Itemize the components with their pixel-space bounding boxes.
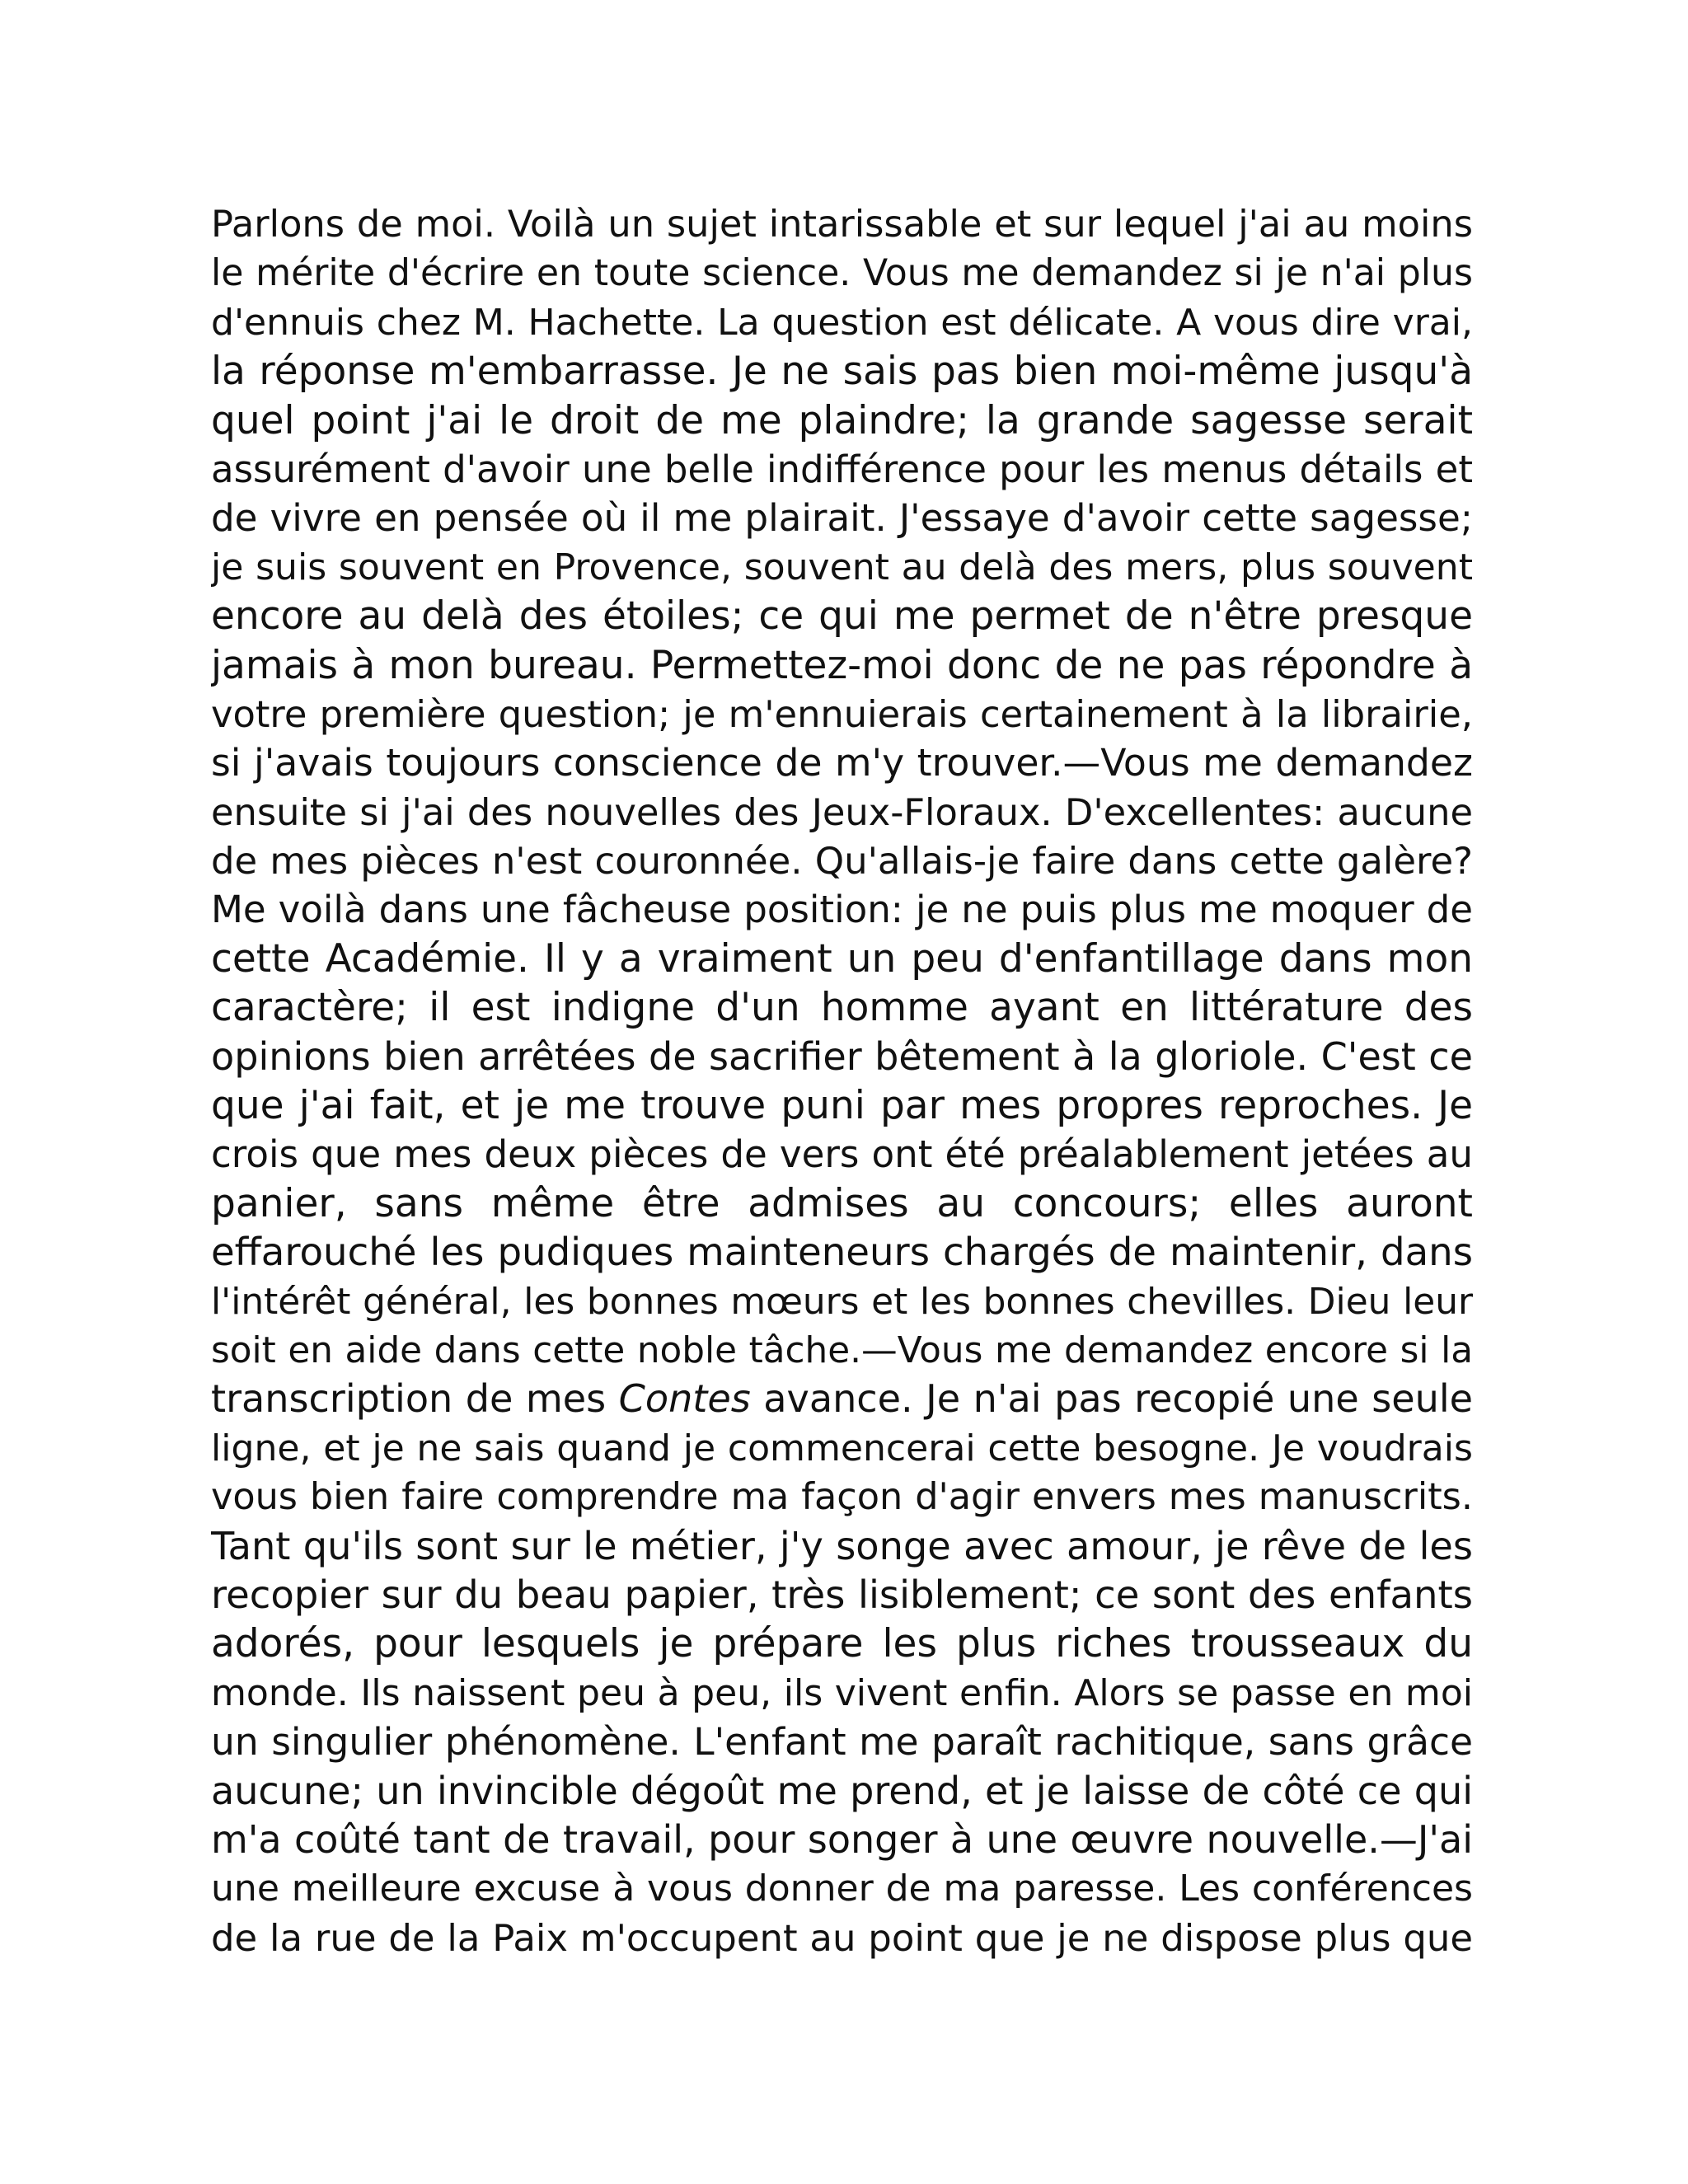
- text-line-11: votre première question; je m'ennuierais certainement à la librairie,: [211, 691, 1473, 736]
- text-line-26: ligne, et je ne sais quand je commencerai cette besogne. Je voudrais: [211, 1427, 1473, 1469]
- text-line-20: crois que mes deux pièces de vers ont été préalablement jetées au: [211, 1132, 1473, 1177]
- text-line-28: Tant qu'ils sont sur le métier, j'y songe avec amour, je rêve de les: [211, 1523, 1473, 1568]
- text-line-36: de la rue de la Paix m'occupent au point que je ne dispose plus que: [211, 1915, 1473, 1960]
- text-line-2: le mérite d'écrire en toute science. Vous me demandez si je n'ai plus: [211, 252, 1473, 295]
- text-line-4: la réponse m'embarrasse. Je ne sais pas bien moi-même jusqu'à: [211, 349, 1473, 395]
- text-line-34: m'a coûté tant de travail, pour songer à une œuvre nouvelle.—J'ai: [211, 1816, 1473, 1862]
- text-line-9: encore au delà des étoiles; ce qui me permet de n'être presque: [211, 593, 1473, 640]
- text-line-17: caractère; il est indigne d'un homme ayant en littérature des: [211, 985, 1473, 1031]
- text-line-10: jamais à mon bureau. Permettez-moi donc de ne pas répondre à: [211, 642, 1473, 688]
- text-line-15: Me voilà dans une fâcheuse position: je ne puis plus me moquer de: [211, 888, 1473, 932]
- text-line-32: un singulier phénomène. L'enfant me paraît rachitique, sans grâce: [211, 1720, 1473, 1765]
- text-line-30: adorés, pour lesquels je prépare les plus riches trousseaux du: [211, 1621, 1473, 1667]
- text-line-5: quel point j'ai le droit de me plaindre; la grande sagesse serait: [211, 397, 1473, 443]
- text-line-16: cette Académie. Il y a vraiment un peu d'enfantillage dans mon: [211, 935, 1473, 982]
- text-line-22: effarouché les pudiques mainteneurs chargés de maintenir, dans: [211, 1230, 1473, 1275]
- text-line-13: ensuite si j'ai des nouvelles des Jeux-Floraux. D'excellentes: aucune: [211, 790, 1473, 834]
- text-line-23: l'intérêt général, les bonnes mœurs et les bonnes chevilles. Dieu leur: [211, 1280, 1473, 1323]
- text-line-12: si j'avais toujours conscience de m'y trouver.—Vous me demandez: [211, 741, 1473, 785]
- text-line-3: d'ennuis chez M. Hachette. La question est délicate. A vous dire vrai,: [211, 301, 1473, 344]
- text-line-33: aucune; un invincible dégoût me prend, et je laisse de côté ce qui: [211, 1768, 1473, 1813]
- text-line-29: recopier sur du beau papier, très lisiblement; ce sont des enfants: [211, 1572, 1473, 1617]
- contes-italic-title: Contes: [618, 1376, 751, 1422]
- text-line-27: vous bien faire comprendre ma façon d'agir envers mes manuscrits.: [211, 1476, 1473, 1519]
- text-line-21: panier, sans même être admises au concours; elles auront: [211, 1180, 1473, 1226]
- text-line-25-after: avance. Je n'ai pas recopié une seule: [763, 1376, 1473, 1422]
- text-line-18: opinions bien arrêtées de sacrifier bêtement à la gloriole. C'est ce: [211, 1033, 1473, 1079]
- text-line-24: soit en aide dans cette noble tâche.—Vous me demandez encore si la: [211, 1329, 1473, 1371]
- text-line-6: assurément d'avoir une belle indifférence pour les menus détails et: [211, 447, 1473, 491]
- text-line-19: que j'ai fait, et je me trouve puni par mes propres reproches. Je: [211, 1083, 1473, 1129]
- text-line-8: je suis souvent en Provence, souvent au delà des mers, plus souvent: [211, 546, 1473, 588]
- text-line-25-before: transcription de mes: [211, 1376, 607, 1422]
- text-line-1: Parlons de moi. Voilà un sujet intarissable et sur lequel j'ai au moins: [211, 203, 1473, 246]
- text-line-31: monde. Ils naissent peu à peu, ils vivent enfin. Alors se passe en moi: [211, 1671, 1473, 1714]
- text-line-14: de mes pièces n'est couronnée. Qu'allais-je faire dans cette galère?: [211, 839, 1473, 883]
- text-line-35: une meilleure excuse à vous donner de ma paresse. Les conférences: [211, 1868, 1473, 1910]
- text-line-25: [211, 1375, 1473, 1423]
- text-line-7: de vivre en pensée où il me plairait. J'essaye d'avoir cette sagesse;: [211, 496, 1473, 541]
- document-page: [211, 200, 1473, 1962]
